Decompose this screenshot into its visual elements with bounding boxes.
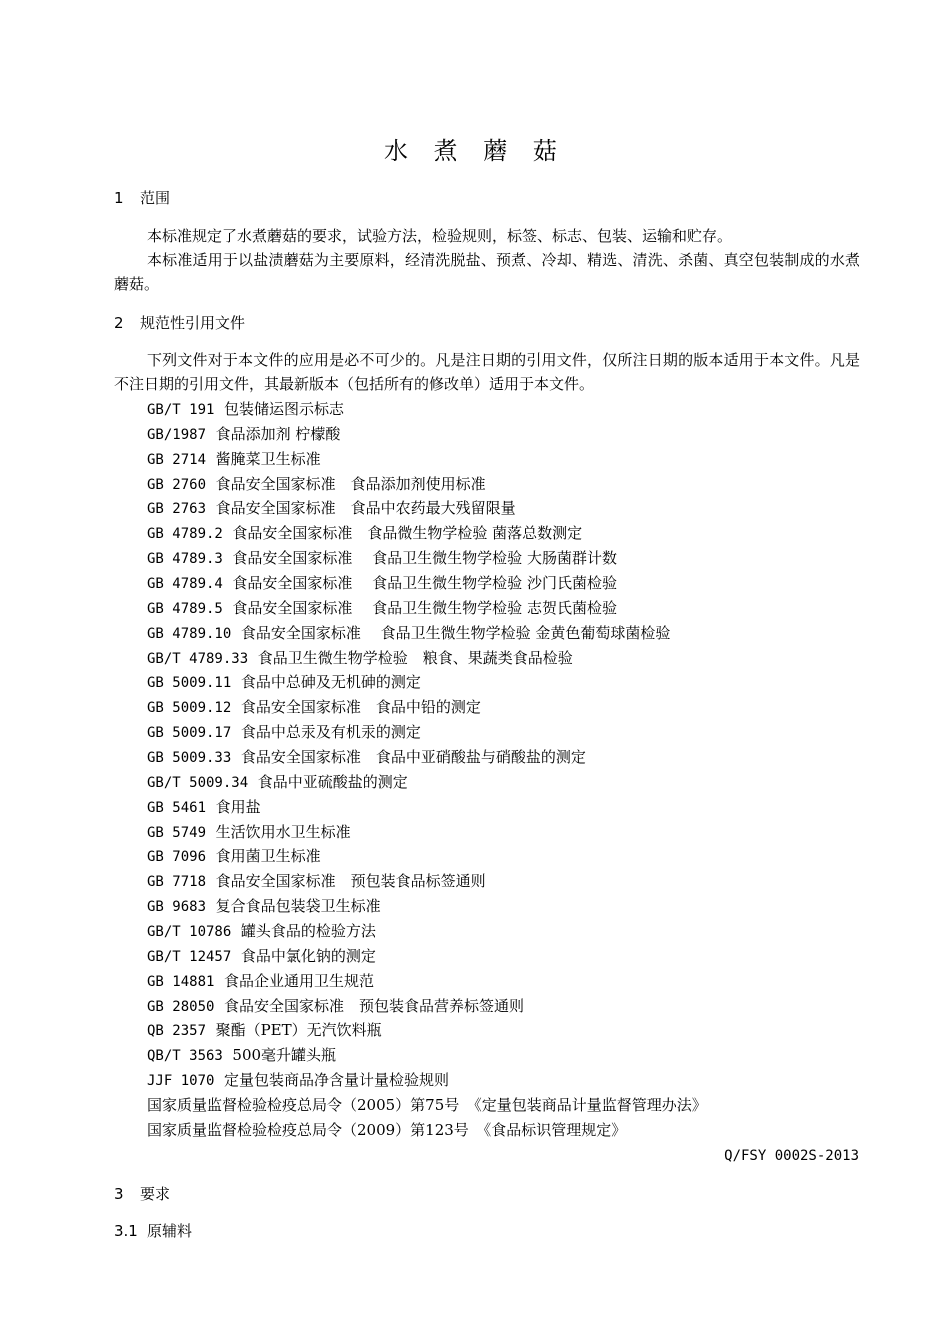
reference-code: GB 28050 (147, 998, 215, 1015)
reference-code: GB 5009.12 (147, 700, 232, 717)
reference-title: 定量包装商品净含量计量检验规则 (223, 1071, 449, 1090)
reference-item (147, 521, 707, 546)
reference-item (147, 670, 707, 695)
reference-code: GB 5749 (147, 824, 207, 841)
scope-paragraph-1: 本标准规定了水煮蘑菇的要求，试验方法，检验规则，标签、标志、包装、运输和贮存。 (147, 227, 733, 245)
section-title: 范围 (140, 189, 171, 207)
reference-code: GB 14881 (147, 973, 215, 990)
reference-code: GB 5009.11 (147, 675, 232, 692)
reference-item (147, 894, 707, 919)
section-number: 1 (114, 189, 124, 207)
reference-item (147, 1068, 707, 1093)
reference-code: GB 7718 (147, 874, 207, 891)
reference-title: 食用盐 (215, 797, 261, 816)
reference-item (147, 994, 707, 1019)
reference-item (147, 695, 707, 720)
reference-item (147, 571, 707, 596)
reference-code: GB 5009.33 (147, 750, 232, 767)
reference-item (147, 496, 707, 521)
reference-title: 食品安全国家标准 食品中铅的测定 (240, 698, 481, 717)
reference-item (147, 919, 707, 944)
reference-title: 食品中总汞及有机汞的测定 (240, 723, 421, 742)
reference-code: GB 5009.17 (147, 725, 232, 742)
reference-title: 食用菌卫生标准 (215, 847, 321, 866)
reference-item (147, 1043, 707, 1068)
reference-item (147, 969, 707, 994)
reference-code: GB 5461 (147, 799, 207, 816)
reference-item (147, 869, 707, 894)
scope-paragraph-2: 本标准适用于以盐渍蘑菇为主要原料，经清洗脱盐、预煮、冷却、精选、清洗、杀菌、真空包装制成的水煮蘑菇。 (114, 251, 860, 293)
reference-code: GB 4789.5 (147, 600, 223, 617)
reference-list (147, 397, 707, 1143)
reference-item (147, 621, 707, 646)
reference-item (147, 646, 707, 671)
reference-title: 复合食品包装袋卫生标准 (215, 897, 381, 916)
reference-code: GB/T 191 (147, 402, 215, 418)
reference-code: GB 4789.4 (147, 576, 223, 593)
reference-title: 国家质量监督检验检疫总局令（2009）第123号 《食品标识管理规定》 (147, 1120, 627, 1139)
reference-title: 食品安全国家标准 食品中亚硝酸盐与硝酸盐的测定 (240, 748, 586, 767)
reference-item (147, 795, 707, 820)
reference-code: GB 4789.3 (147, 551, 223, 568)
reference-item (147, 770, 707, 795)
reference-title: 食品添加剂 柠檬酸 (215, 424, 341, 443)
reference-code: GB 2760 (147, 476, 207, 493)
reference-title: 食品安全国家标准 预包装食品营养标签通则 (223, 996, 524, 1015)
section-number: 3.1 (114, 1222, 138, 1240)
reference-code: GB/T 4789.33 (147, 650, 249, 667)
reference-item (147, 422, 707, 447)
reference-code: QB/T 3563 (147, 1048, 223, 1065)
reference-title: 食品安全国家标准 预包装食品标签通则 (215, 872, 486, 891)
document-title: 水 煮 蘑 菇 (384, 137, 566, 165)
reference-title: 聚酯（PET）无汽饮料瓶 (215, 1021, 382, 1040)
reference-title: 生活饮用水卫生标准 (215, 822, 351, 841)
reference-title: 500毫升罐头瓶 (232, 1046, 337, 1065)
reference-title: 食品安全国家标准 食品添加剂使用标准 (215, 474, 486, 493)
reference-code: GB 4789.10 (147, 625, 232, 642)
reference-title: 食品安全国家标准 食品卫生微生物学检验 志贺氏菌检验 (232, 598, 617, 617)
reference-item (147, 844, 707, 869)
reference-title: 食品安全国家标准 食品卫生微生物学检验 金黄色葡萄球菌检验 (240, 623, 671, 642)
reference-code: GB 9683 (147, 899, 207, 916)
reference-item (147, 397, 707, 422)
reference-title: 食品安全国家标准 食品卫生微生物学检验 大肠菌群计数 (232, 549, 617, 568)
reference-code: GB/T 10786 (147, 924, 232, 941)
reference-code: JJF 1070 (147, 1073, 215, 1090)
reference-item (147, 720, 707, 745)
reference-item (147, 745, 707, 770)
reference-title: 食品安全国家标准 食品卫生微生物学检验 沙门氏菌检验 (232, 574, 617, 593)
section-title: 规范性引用文件 (140, 314, 246, 332)
reference-title: 罐头食品的检验方法 (240, 922, 376, 941)
reference-item (147, 1118, 707, 1143)
section-title: 要求 (140, 1185, 171, 1203)
reference-item (147, 1018, 707, 1043)
reference-item (147, 546, 707, 571)
reference-item (147, 596, 707, 621)
section-title: 原辅料 (147, 1222, 193, 1240)
reference-title: 食品安全国家标准 食品微生物学检验 菌落总数测定 (232, 524, 583, 543)
reference-title: 包装储运图示标志 (223, 400, 344, 418)
reference-item (147, 472, 707, 497)
reference-code: QB 2357 (147, 1023, 207, 1040)
reference-title: 食品企业通用卫生规范 (223, 971, 374, 990)
section-3-heading (114, 1184, 170, 1204)
reference-item (147, 1093, 707, 1118)
reference-title: 食品卫生微生物学检验 粮食、果蔬类食品检验 (257, 648, 573, 667)
reference-code: GB 4789.2 (147, 526, 223, 543)
reference-title: 食品中氯化钠的测定 (240, 946, 376, 965)
reference-code: GB 2714 (147, 451, 207, 468)
document-id: Q/FSY 0002S-2013 (724, 1148, 859, 1164)
reference-item (147, 944, 707, 969)
reference-title: 酱腌菜卫生标准 (215, 449, 321, 468)
section-number: 2 (114, 314, 124, 332)
reference-code: GB/T 5009.34 (147, 774, 249, 791)
reference-code: GB 2763 (147, 501, 207, 518)
references-intro-paragraph: 下列文件对于本文件的应用是必不可少的。凡是注日期的引用文件，仅所注日期的版本适用于本文件。凡是不注日期的引用文件，其最新版本（包括所有的修改单）适用于本文件。 (114, 351, 860, 393)
reference-title: 食品中亚硫酸盐的测定 (257, 772, 408, 791)
reference-title: 国家质量监督检验检疫总局令（2005）第75号 《定量包装商品计量监督管理办法》 (147, 1096, 707, 1115)
reference-item (147, 820, 707, 845)
reference-title: 食品安全国家标准 食品中农药最大残留限量 (215, 499, 516, 518)
section-3-1-heading (114, 1221, 192, 1241)
reference-title: 食品中总砷及无机砷的测定 (240, 673, 421, 692)
section-number: 3 (114, 1185, 124, 1203)
section-1-heading (114, 188, 170, 208)
reference-item (147, 447, 707, 472)
section-2-heading (114, 313, 245, 333)
reference-code: GB 7096 (147, 849, 207, 866)
reference-code: GB/T 12457 (147, 948, 232, 965)
reference-code: GB/1987 (147, 426, 207, 443)
